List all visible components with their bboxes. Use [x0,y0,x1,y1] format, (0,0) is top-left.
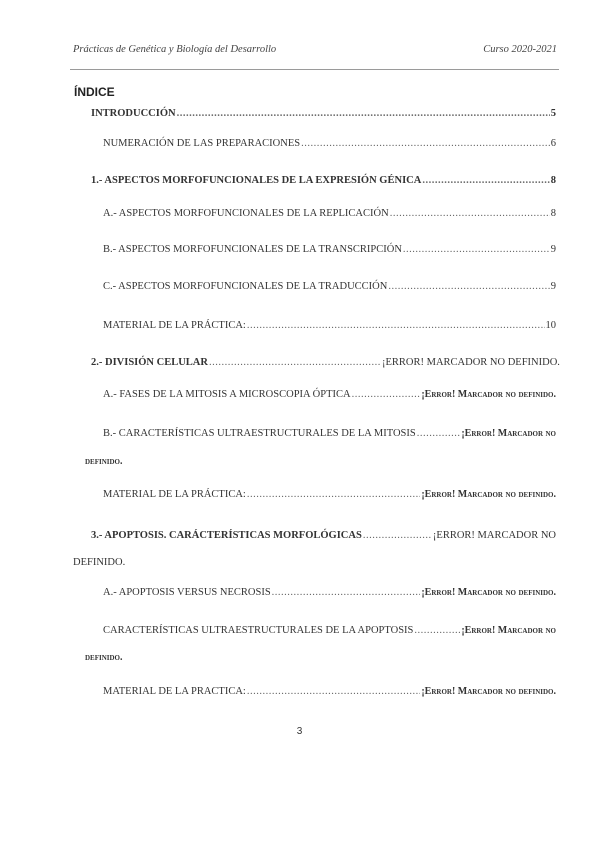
toc-entry-material-2[interactable] [103,489,556,500]
toc-entry-label: 1.- ASPECTOS MORFOFUNCIONALES DE LA EXPRESIÓN GÉNICA [91,175,422,186]
toc-entry-replicacion[interactable] [103,208,556,219]
toc-entry-material-3[interactable] [103,686,556,697]
header-course-title: Prácticas de Genética y Biología del Desarrollo [73,44,277,55]
toc-entry-traduccion[interactable] [103,281,556,292]
toc-entry-apoptosis[interactable] [91,530,556,541]
toc-leader-dots [177,108,550,119]
toc-leader-dots [390,208,550,219]
toc-leader-dots [388,281,549,292]
toc-entry-label: A.- ASPECTOS MORFOFUNCIONALES DE LA REPLICACIÓN [103,208,389,219]
toc-entry-continuation: definido. [85,652,123,663]
toc-entry-label: B.- CARACTERÍSTICAS ULTRAESTRUCTURALES DE LA MITOSIS [103,428,416,439]
toc-entry-label: CARACTERÍSTICAS ULTRAESTRUCTURALES DE LA APOPTOSIS [103,625,414,636]
toc-entry-fases-mitosis[interactable] [103,389,556,400]
toc-leader-dots [272,587,421,598]
header-divider [70,69,559,70]
toc-leader-dots [247,686,421,697]
toc-entry-label: A.- FASES DE LA MITOSIS A MICROSCOPIA ÓPTICA [103,389,351,400]
toc-entry-page: 6 [550,138,556,149]
toc-entry-continuation: DEFINIDO. [73,557,126,568]
toc-entry-page: 8 [550,208,556,219]
toc-entry-page: ¡Error! Marcador no definido. [421,587,556,598]
toc-entry-ultraestructura-mitosis[interactable] [103,428,556,439]
toc-leader-dots [352,389,421,400]
toc-entry-page: ¡ERROR! MARCADOR NO DEFINIDO. [381,357,560,368]
toc-entry-numeracion[interactable] [103,138,556,149]
toc-entry-label: NUMERACIÓN DE LAS PREPARACIONES [103,138,301,149]
toc-entry-page: ¡Error! Marcador no definido. [421,489,556,500]
toc-leader-dots [247,489,421,500]
toc-entry-label: A.- APOPTOSIS VERSUS NECROSIS [103,587,271,598]
toc-entry-material-1[interactable] [103,320,556,331]
toc-entry-page: 8 [550,175,556,186]
toc-entry-ultraestructura-apoptosis[interactable] [103,625,556,636]
toc-leader-dots [422,175,549,186]
toc-entry-label: INTRODUCCIÓN [91,108,176,119]
toc-entry-label: MATERIAL DE LA PRACTICA: [103,686,246,697]
toc-entry-label: 3.- APOPTOSIS. CARÁCTERÍSTICAS MORFOLÓGICAS [91,530,362,541]
toc-leader-dots [209,357,381,368]
toc-leader-dots [363,530,432,541]
toc-entry-page: 9 [550,281,556,292]
toc-entry-apoptosis-necrosis[interactable] [103,587,556,598]
toc-entry-page: ¡Error! Marcador no definido. [421,389,556,400]
toc-leader-dots [403,244,550,255]
toc-leader-dots [417,428,461,439]
toc-entry-division-celular[interactable] [91,357,560,368]
toc-entry-label: MATERIAL DE LA PRÁCTICA: [103,489,246,500]
toc-entry-page: 10 [545,320,556,331]
toc-leader-dots [301,138,550,149]
toc-entry-label: 2.- DIVISIÓN CELULAR [91,357,208,368]
index-title: ÍNDICE [74,85,115,99]
toc-entry-label: B.- ASPECTOS MORFOFUNCIONALES DE LA TRANSCRIPCIÓN [103,244,402,255]
toc-leader-dots [414,625,460,636]
toc-entry-page: ¡Error! Marcador no definido. [421,686,556,697]
header-course-year: Curso 2020-2021 [483,44,557,55]
toc-entry-transcripcion[interactable] [103,244,556,255]
toc-entry-page: 9 [550,244,556,255]
toc-entry-continuation: definido. [85,456,123,467]
toc-entry-label: C.- ASPECTOS MORFOFUNCIONALES DE LA TRADUCCIÓN [103,281,388,292]
toc-entry-label: MATERIAL DE LA PRÁCTICA: [103,320,246,331]
toc-entry-page: 5 [550,108,556,119]
toc-leader-dots [247,320,545,331]
toc-entry-page: ¡ERROR! MARCADOR NO [432,530,556,541]
toc-entry-introduccion[interactable] [91,108,556,119]
toc-entry-page: ¡Error! Marcador no [461,428,556,439]
toc-entry-expresion-genica[interactable] [91,175,556,186]
toc-entry-page: ¡Error! Marcador no [461,625,556,636]
page-number: 3 [296,726,303,737]
page-header [73,44,557,60]
